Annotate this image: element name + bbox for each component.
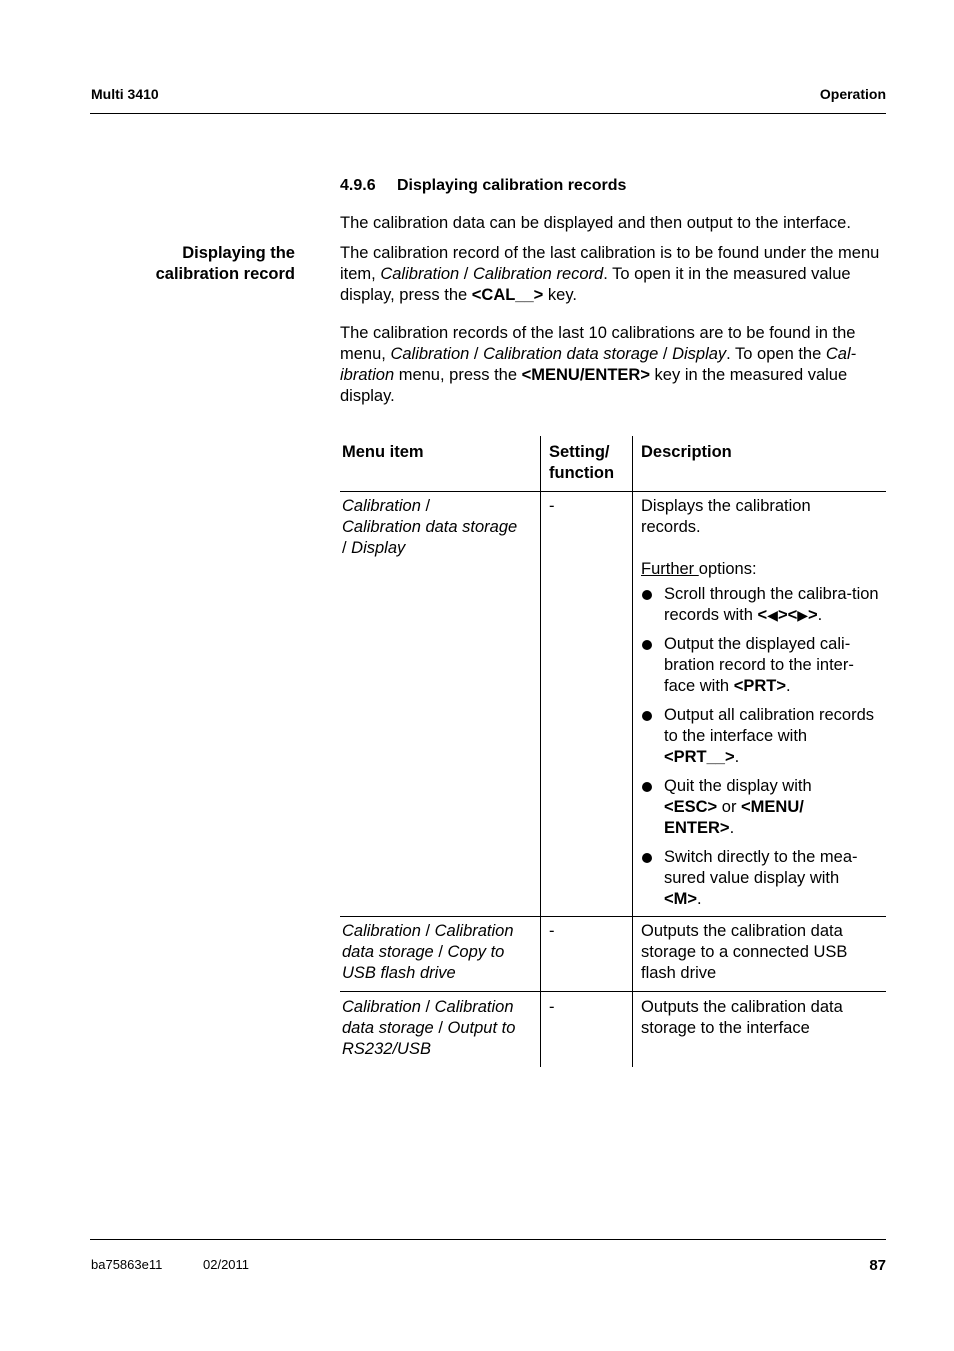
list-item	[641, 705, 885, 768]
text: Switch directly to the mea-sured value display with	[664, 848, 858, 887]
header-description: Description	[641, 443, 732, 461]
menu-term: Calibration data storage	[342, 922, 514, 961]
text: /	[469, 345, 484, 363]
options-list	[641, 584, 885, 910]
key-label: >	[808, 606, 818, 624]
key-label: <PRT__>	[664, 748, 735, 766]
row3-description: Outputs the calibration data storage to the interface	[641, 998, 843, 1037]
row1-menu-item	[342, 496, 534, 559]
key-label: <PRT>	[733, 677, 786, 695]
header-setting: Setting/ function	[549, 443, 615, 482]
key-label: <MENU/ ENTER>	[664, 798, 804, 837]
text: /	[459, 265, 473, 283]
margin-heading-line2: calibration record	[155, 265, 295, 283]
separator: /	[420, 998, 435, 1016]
column-divider	[540, 436, 541, 1067]
left-arrow-icon: ◀	[767, 607, 778, 623]
row1-description	[641, 496, 885, 918]
separator: /	[433, 1019, 448, 1037]
paragraph-last-10-calibrations	[340, 323, 892, 407]
separator: /	[433, 943, 448, 961]
key-label: <MENU/ENTER>	[521, 366, 650, 384]
key-label: ><	[777, 606, 798, 624]
footer-rule	[90, 1239, 886, 1240]
row2-setting: -	[549, 922, 555, 940]
paragraph-last-calibration	[340, 243, 892, 306]
menu-table	[340, 436, 886, 1068]
row-divider	[340, 991, 886, 992]
menu-term: Calibration data storage	[342, 998, 514, 1037]
menu-term: Calibration	[380, 265, 460, 283]
text: /	[658, 345, 673, 363]
menu-term: Calibration record	[472, 265, 604, 283]
row1-description-text: Displays the calibration records.	[641, 497, 811, 536]
menu-term: Calibration	[342, 998, 421, 1016]
header-menu-item: Menu item	[342, 443, 424, 461]
menu-term: Copy to USB flash drive	[342, 943, 505, 982]
text: The calibration records of the last 10 calibrations are to be found in the menu,	[340, 324, 856, 363]
section-number: 4.9.6	[340, 177, 376, 194]
text: Output all calibration records to the interface with	[664, 706, 875, 745]
menu-term: Calibration	[342, 922, 421, 940]
menu-term: Display	[351, 539, 406, 557]
text: The calibration record of the last calibration is to be found under the menu item,	[340, 244, 880, 283]
right-arrow-icon: ▶	[797, 607, 809, 623]
menu-term: Display	[672, 345, 727, 363]
text: Scroll through the calibra-tion records with	[664, 585, 879, 624]
row3-setting: -	[549, 998, 555, 1016]
key-label: <M>	[664, 890, 698, 908]
list-item	[641, 634, 864, 697]
separator: /	[420, 922, 435, 940]
menu-term: Cal-ibration	[340, 345, 857, 384]
header-rule	[90, 113, 886, 114]
text: .	[785, 677, 791, 695]
key-label: <CAL__>	[471, 286, 544, 304]
text: .	[734, 748, 740, 766]
text: . To open the	[726, 345, 826, 363]
separator: /	[420, 497, 431, 515]
footer-date: 02/2011	[203, 1257, 250, 1272]
row2-description: Outputs the calibration data storage to a connected USB flash drive	[641, 922, 848, 982]
text: .	[697, 890, 702, 908]
intro-paragraph: The calibration data can be displayed and then output to the interface.	[340, 214, 851, 232]
key-label: <ESC>	[664, 798, 718, 816]
row2-menu-item	[342, 921, 534, 984]
row-divider	[340, 491, 886, 492]
margin-heading	[75, 243, 295, 285]
text: options:	[698, 560, 757, 578]
key-label: <	[757, 606, 768, 624]
list-item	[641, 584, 885, 626]
footer-document-id: ba75863e11	[91, 1257, 163, 1272]
text: or	[717, 798, 742, 816]
menu-term: Calibration	[342, 497, 421, 515]
section-heading	[340, 177, 626, 195]
menu-term: Output to RS232/USB	[342, 1019, 516, 1058]
text: key in the measured value display.	[340, 366, 848, 405]
menu-term: Calibration	[390, 345, 470, 363]
text: Output the displayed cali-bration record to the inter-face with	[664, 635, 854, 695]
list-item	[641, 847, 874, 910]
text: . To open it in the measured value display, press the	[340, 265, 851, 304]
row3-menu-item	[342, 997, 534, 1060]
text: menu, press the	[394, 366, 522, 384]
running-header-chapter: Operation	[819, 86, 886, 102]
text: Further	[641, 560, 699, 578]
text: key.	[543, 286, 577, 304]
column-divider	[632, 436, 633, 1067]
separator: /	[342, 539, 352, 557]
text: .	[729, 819, 735, 837]
margin-heading-line1: Displaying the	[182, 244, 295, 262]
menu-term: Calibration data storage	[483, 345, 659, 363]
text: Quit the display with	[664, 777, 812, 795]
row1-setting: -	[549, 497, 555, 515]
section-title: Displaying calibration records	[397, 177, 627, 194]
menu-term: Calibration data storage	[342, 518, 518, 536]
list-item	[641, 776, 824, 839]
running-header-title: Multi 3410	[91, 86, 159, 102]
further-options-label	[641, 559, 885, 580]
page-number: 87	[869, 1257, 886, 1274]
text: .	[817, 606, 823, 624]
